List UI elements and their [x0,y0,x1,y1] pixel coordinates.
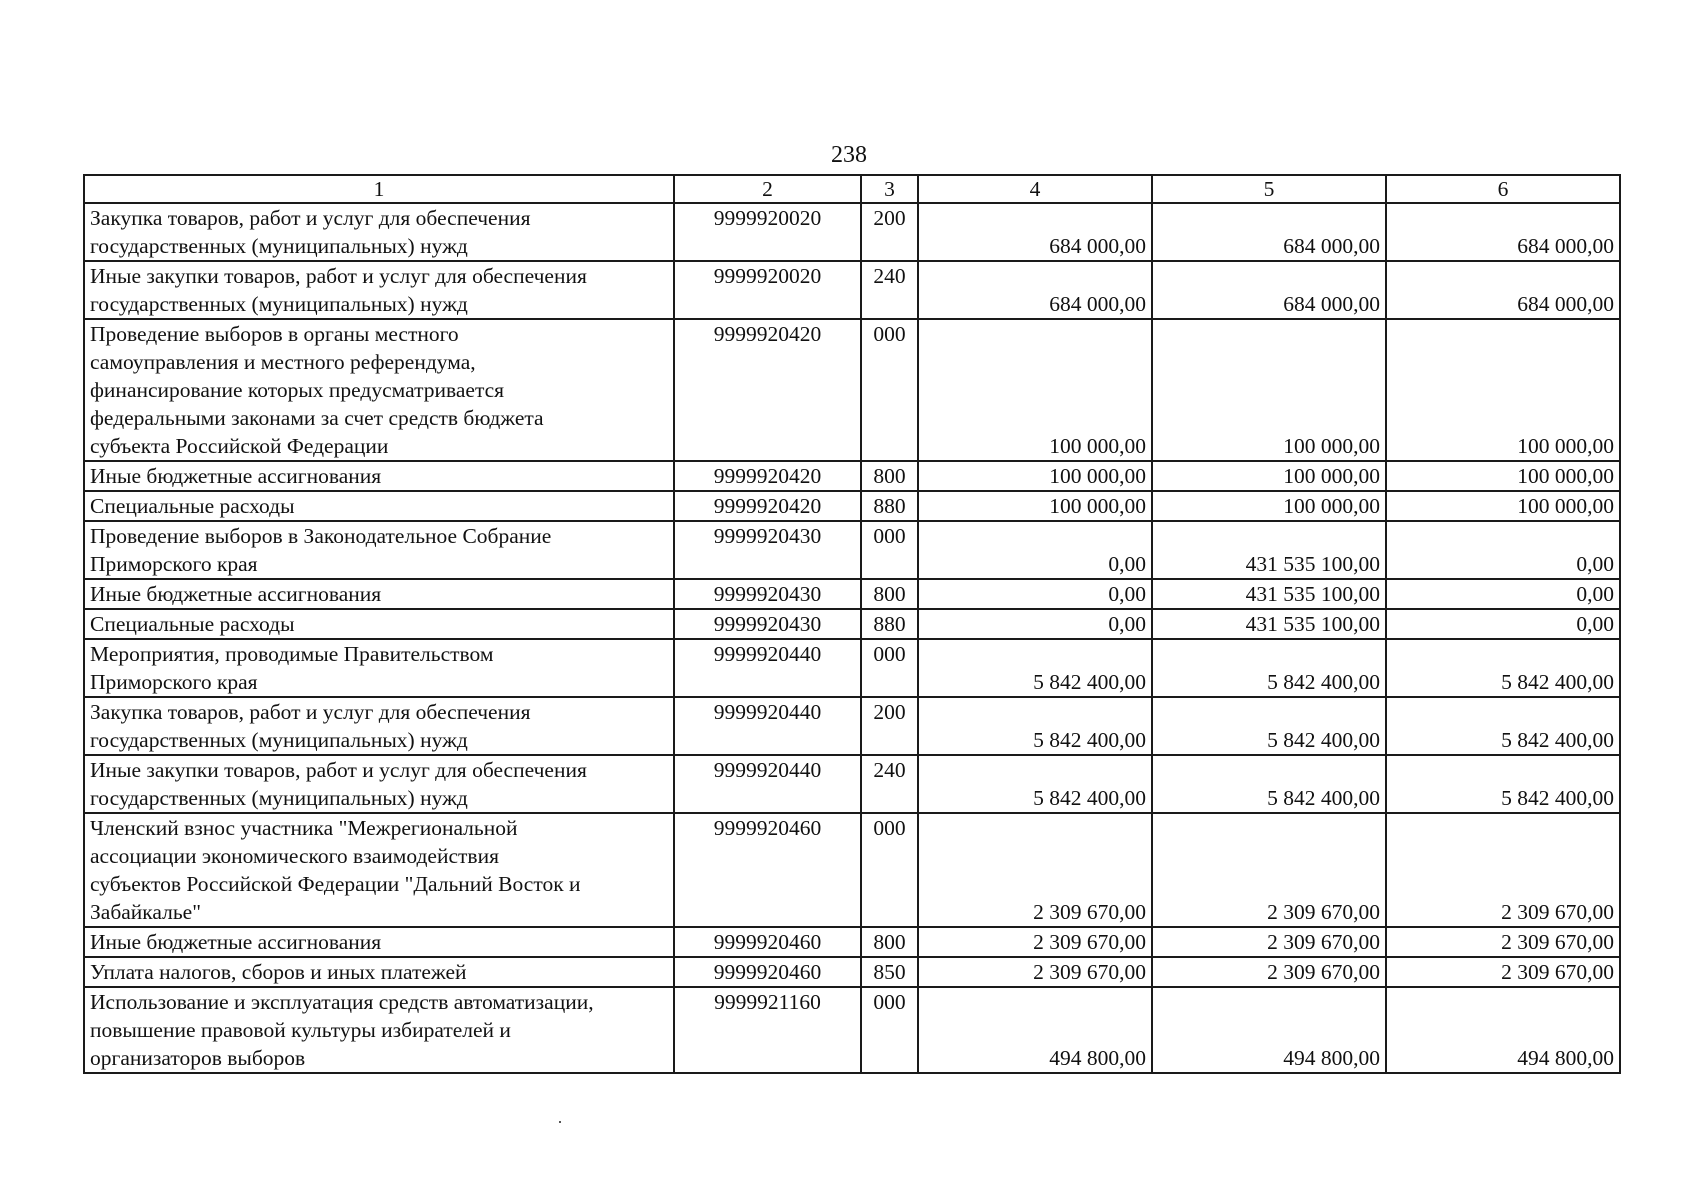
row-value-col6-cell: 0,00 [1386,579,1620,609]
row-value-col6-cell: 0,00 [1386,521,1620,579]
row-name-cell: Уплата налогов, сборов и иных платежей [84,957,674,987]
table-row [84,755,1620,813]
row-code-cell: 9999920460 [674,957,861,987]
table-row [84,461,1620,491]
row-code-cell: 9999920020 [674,203,861,261]
row-value-col4-cell: 5 842 400,00 [918,755,1152,813]
row-type-cell: 800 [861,579,918,609]
row-value-col4-cell: 0,00 [918,609,1152,639]
row-value-col4-cell: 2 309 670,00 [918,927,1152,957]
row-value-col4-cell: 100 000,00 [918,461,1152,491]
table-row [84,697,1620,755]
row-name-cell: Проведение выборов в Законодательное Собрание Приморского края [84,521,674,579]
row-type-cell: 000 [861,319,918,461]
row-name-cell: Иные бюджетные ассигнования [84,927,674,957]
row-value-col4-cell: 0,00 [918,521,1152,579]
row-value-col5-cell: 684 000,00 [1152,261,1386,319]
row-value-col6-cell: 2 309 670,00 [1386,927,1620,957]
header-col-4: 4 [918,175,1152,203]
table-row [84,639,1620,697]
row-value-col5-cell: 100 000,00 [1152,491,1386,521]
row-code-cell: 9999920420 [674,491,861,521]
row-value-col5-cell: 5 842 400,00 [1152,697,1386,755]
table-row [84,521,1620,579]
row-value-col5-cell: 5 842 400,00 [1152,639,1386,697]
row-value-col5-cell: 431 535 100,00 [1152,579,1386,609]
row-code-cell: 9999920440 [674,755,861,813]
row-value-col4-cell: 0,00 [918,579,1152,609]
row-value-col6-cell: 684 000,00 [1386,203,1620,261]
row-value-col4-cell: 5 842 400,00 [918,697,1152,755]
row-name-cell: Закупка товаров, работ и услуг для обеспечения государственных (муниципальных) нужд [84,203,674,261]
row-value-col4-cell: 684 000,00 [918,261,1152,319]
row-value-col4-cell: 5 842 400,00 [918,639,1152,697]
row-value-col6-cell: 2 309 670,00 [1386,813,1620,927]
table-row [84,319,1620,461]
row-value-col5-cell: 431 535 100,00 [1152,609,1386,639]
row-name-cell: Использование и эксплуатация средств автоматизации, повышение правовой культуры избирателей и организаторов выборов [84,987,674,1073]
row-value-col6-cell: 5 842 400,00 [1386,755,1620,813]
row-name-cell: Специальные расходы [84,609,674,639]
row-type-cell: 880 [861,491,918,521]
row-code-cell: 9999920430 [674,521,861,579]
table-row [84,987,1620,1073]
row-code-cell: 9999920460 [674,813,861,927]
row-name-cell: Иные закупки товаров, работ и услуг для обеспечения государственных (муниципальных) нужд [84,261,674,319]
budget-table [83,174,1621,1074]
row-type-cell: 200 [861,203,918,261]
row-code-cell: 9999920440 [674,697,861,755]
row-value-col4-cell: 100 000,00 [918,491,1152,521]
row-value-col5-cell: 684 000,00 [1152,203,1386,261]
row-value-col6-cell: 5 842 400,00 [1386,697,1620,755]
row-type-cell: 200 [861,697,918,755]
row-value-col6-cell: 5 842 400,00 [1386,639,1620,697]
row-value-col6-cell: 100 000,00 [1386,461,1620,491]
table-row [84,491,1620,521]
row-type-cell: 000 [861,813,918,927]
row-name-cell: Иные закупки товаров, работ и услуг для обеспечения государственных (муниципальных) нужд [84,755,674,813]
row-value-col5-cell: 100 000,00 [1152,461,1386,491]
header-col-6: 6 [1386,175,1620,203]
table-row [84,261,1620,319]
row-value-col4-cell: 494 800,00 [918,987,1152,1073]
row-value-col6-cell: 2 309 670,00 [1386,957,1620,987]
row-value-col6-cell: 684 000,00 [1386,261,1620,319]
row-value-col6-cell: 0,00 [1386,609,1620,639]
row-name-cell: Проведение выборов в органы местного самоуправления и местного референдума, финансирование которых предусматривается федеральными законами за счет средств бюджета субъекта Российской Федерации [84,319,674,461]
row-value-col5-cell: 2 309 670,00 [1152,957,1386,987]
row-value-col5-cell: 100 000,00 [1152,319,1386,461]
row-name-cell: Иные бюджетные ассигнования [84,461,674,491]
row-value-col4-cell: 100 000,00 [918,319,1152,461]
header-col-5: 5 [1152,175,1386,203]
row-value-col5-cell: 5 842 400,00 [1152,755,1386,813]
row-name-cell: Мероприятия, проводимые Правительством Приморского края [84,639,674,697]
header-col-1: 1 [84,175,674,203]
row-name-cell: Иные бюджетные ассигнования [84,579,674,609]
row-type-cell: 800 [861,927,918,957]
row-value-col5-cell: 494 800,00 [1152,987,1386,1073]
page-number: 238 [831,142,867,168]
row-type-cell: 880 [861,609,918,639]
row-code-cell: 9999920430 [674,579,861,609]
table-row [84,579,1620,609]
row-value-col5-cell: 431 535 100,00 [1152,521,1386,579]
row-code-cell: 9999920020 [674,261,861,319]
row-code-cell: 9999920460 [674,927,861,957]
row-code-cell: 9999920420 [674,461,861,491]
table-row [84,609,1620,639]
row-code-cell: 9999921160 [674,987,861,1073]
row-value-col6-cell: 494 800,00 [1386,987,1620,1073]
row-type-cell: 850 [861,957,918,987]
row-type-cell: 240 [861,755,918,813]
row-code-cell: 9999920440 [674,639,861,697]
row-type-cell: 800 [861,461,918,491]
row-type-cell: 000 [861,521,918,579]
row-name-cell: Членский взнос участника "Межрегиональной ассоциации экономического взаимодействия субъектов Российской Федерации "Дальний Восток и Забайкалье" [84,813,674,927]
scan-speck [559,1121,561,1123]
table-header [84,175,1620,203]
table-row [84,203,1620,261]
row-value-col5-cell: 2 309 670,00 [1152,927,1386,957]
table-row [84,813,1620,927]
row-value-col4-cell: 684 000,00 [918,203,1152,261]
row-value-col6-cell: 100 000,00 [1386,491,1620,521]
row-code-cell: 9999920430 [674,609,861,639]
row-name-cell: Специальные расходы [84,491,674,521]
row-value-col4-cell: 2 309 670,00 [918,957,1152,987]
header-col-2: 2 [674,175,861,203]
row-value-col4-cell: 2 309 670,00 [918,813,1152,927]
row-type-cell: 000 [861,639,918,697]
row-code-cell: 9999920420 [674,319,861,461]
table-row [84,927,1620,957]
header-row [84,175,1620,203]
row-type-cell: 000 [861,987,918,1073]
row-value-col5-cell: 2 309 670,00 [1152,813,1386,927]
header-col-3: 3 [861,175,918,203]
table-row [84,957,1620,987]
row-type-cell: 240 [861,261,918,319]
table-body [84,203,1620,1073]
row-name-cell: Закупка товаров, работ и услуг для обеспечения государственных (муниципальных) нужд [84,697,674,755]
row-value-col6-cell: 100 000,00 [1386,319,1620,461]
